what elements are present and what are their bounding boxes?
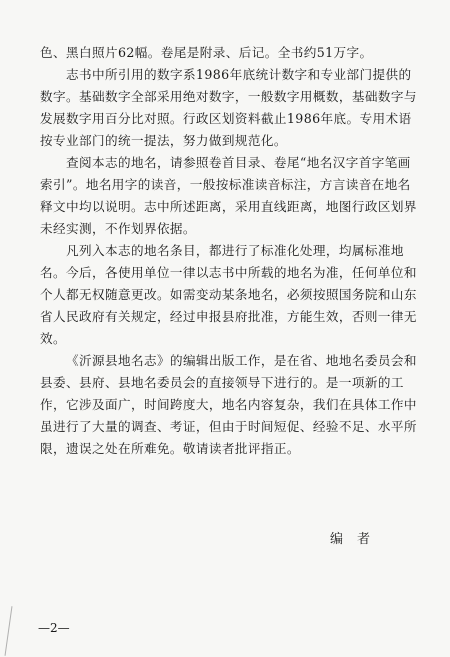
text-line: 数字。基础数字全部采用绝对数字，一般数字用概数，基础数字与	[40, 89, 417, 104]
text-line: 查阅本志的地名，请参照卷首目录、卷尾“地名汉字首字笔画	[66, 155, 411, 170]
text-line: 省人民政府有关规定，经过申报县府批准，方能生效，否则一律无	[40, 309, 417, 324]
text-line: 发展数字用百分比对照。行政区划资料截止1986年底。专用术语	[40, 111, 412, 126]
body-text	[40, 42, 418, 460]
text-line: 县委、县府、县地名委员会的直接领导下进行的。是一项新的工	[40, 375, 404, 390]
text-line: 效。	[40, 331, 66, 346]
signature: 编者	[330, 532, 385, 547]
text-line: 索引”。地名用字的读音，一般按标准读音标注，方言读音在地名	[40, 177, 411, 192]
text-line: 个人都无权随意更改。如需变动某条地名，必须按照国务院和山东	[40, 287, 417, 302]
text-line: 志书中所引用的数字系1986年底统计数字和专业部门提供的	[66, 67, 412, 82]
text-line: 色、黑白照片62幅。卷尾是附录、后记。全书约51万字。	[40, 45, 373, 60]
scan-edge-mark	[5, 606, 13, 656]
text-line: 释文中均以说明。志中所述距离，采用直线距离，地图行政区划界	[40, 199, 417, 214]
text-line: 作，它涉及面广，时间跨度大，地名内容复杂，我们在具体工作中	[40, 397, 417, 412]
page-number: —2—	[38, 621, 70, 635]
text-line: 名。今后，各使用单位一律以志书中所载的地名为准，任何单位和	[40, 265, 417, 280]
text-line: 虽进行了大量的调查、考证，但由于时间短促、经验不足、水平所	[40, 419, 417, 434]
text-line: 《沂源县地名志》的编辑出版工作，是在省、地地名委员会和	[66, 353, 417, 368]
text-line: 限，遗误之处在所难免。敬请读者批评指正。	[40, 441, 300, 456]
text-line: 按专业部门的统一提法，努力做到规范化。	[40, 133, 287, 148]
text-line: 未经实测，不作划界依据。	[40, 221, 196, 236]
text-line: 凡列入本志的地名条目，都进行了标准化处理，均属标准地	[66, 243, 404, 258]
